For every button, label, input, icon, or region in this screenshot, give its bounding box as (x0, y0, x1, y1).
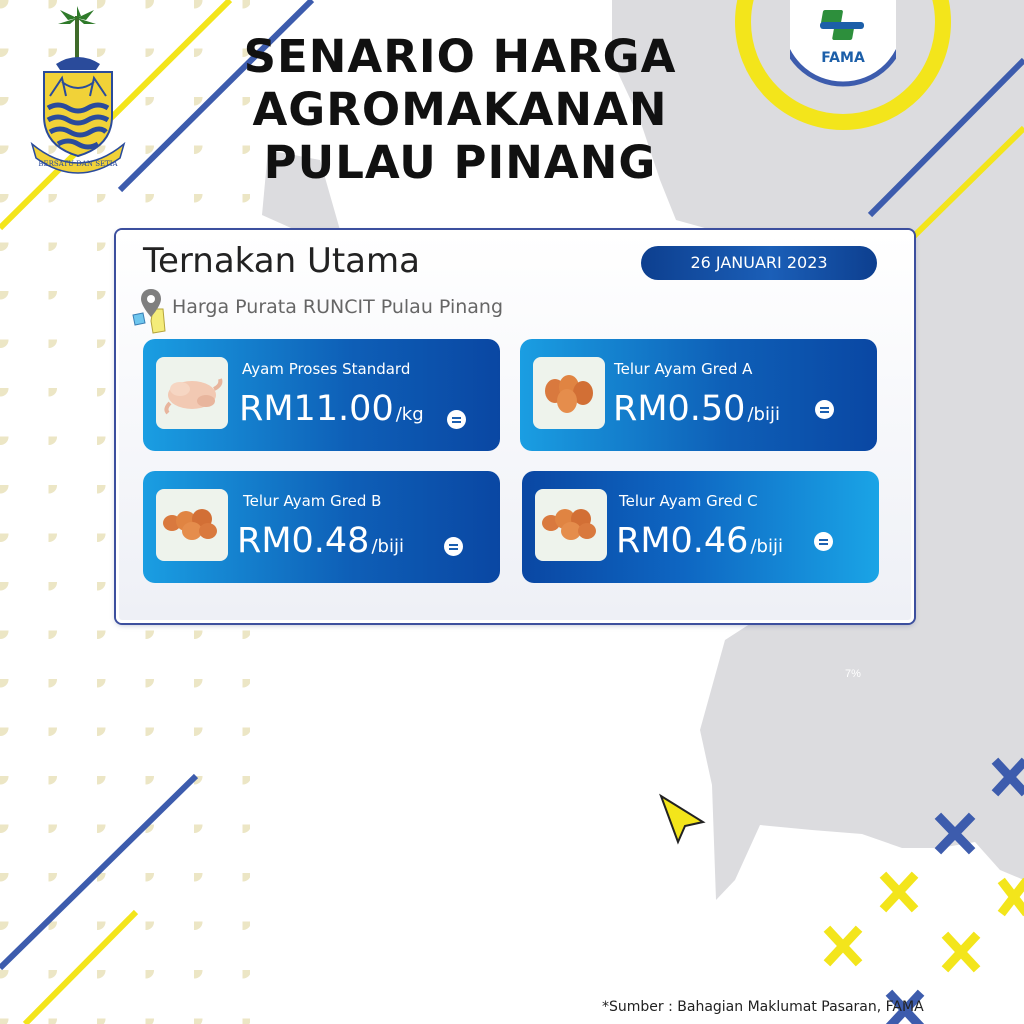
price-value: RM11.00 (239, 389, 394, 429)
price-card-telur-ayam-gred-a (520, 339, 877, 451)
fama-logo-text: FAMA (821, 50, 865, 66)
panel-subtitle: Harga Purata RUNCIT Pulau Pinang (172, 296, 504, 318)
price-card-telur-ayam-gred-b (143, 471, 500, 583)
price-card-ayam-proses-standard (143, 339, 500, 451)
source-note: *Sumber : Bahagian Maklumat Pasaran, FAMA (602, 999, 924, 1015)
fama-logo (790, 0, 896, 90)
stray-label: 7% (845, 668, 861, 680)
title-line-1: SENARIO HARGA (243, 30, 677, 83)
page-title (200, 30, 720, 189)
equal-icon (447, 410, 466, 429)
price-card-telur-ayam-gred-c (522, 471, 879, 583)
equal-icon (815, 400, 834, 419)
product-price (616, 521, 783, 561)
product-name: Ayam Proses Standard (242, 360, 411, 378)
price-value: RM0.50 (613, 389, 746, 429)
product-thumbnail (156, 489, 228, 561)
emblem-motto: BERSATU DAN SETIA (38, 160, 118, 168)
product-thumbnail (533, 357, 605, 429)
product-name: Telur Ayam Gred B (243, 492, 382, 510)
date-badge: 26 JANUARI 2023 (641, 246, 877, 280)
price-panel (116, 230, 914, 623)
product-price (239, 389, 424, 429)
eggs-icon (160, 497, 224, 553)
equal-icon (814, 532, 833, 551)
chicken-icon (160, 365, 224, 421)
price-unit: /biji (747, 404, 780, 425)
price-value: RM0.46 (616, 521, 749, 561)
product-thumbnail (535, 489, 607, 561)
price-unit: /kg (395, 404, 424, 425)
price-unit: /biji (371, 536, 404, 557)
penang-emblem (30, 6, 126, 176)
title-line-3: PULAU PINANG (263, 136, 657, 189)
location-pin-icon (141, 289, 161, 317)
cursor-icon (661, 796, 703, 842)
eggs-icon (537, 365, 601, 421)
equal-icon (444, 537, 463, 556)
title-line-2: AGROMAKANAN (252, 83, 668, 136)
product-name: Telur Ayam Gred C (619, 492, 758, 510)
panel-heading: Ternakan Utama (143, 241, 420, 281)
product-thumbnail (156, 357, 228, 429)
product-name: Telur Ayam Gred A (614, 360, 753, 378)
price-unit: /biji (750, 536, 783, 557)
product-price (237, 521, 404, 561)
eggs-icon (539, 497, 603, 553)
product-price (613, 389, 780, 429)
price-value: RM0.48 (237, 521, 370, 561)
